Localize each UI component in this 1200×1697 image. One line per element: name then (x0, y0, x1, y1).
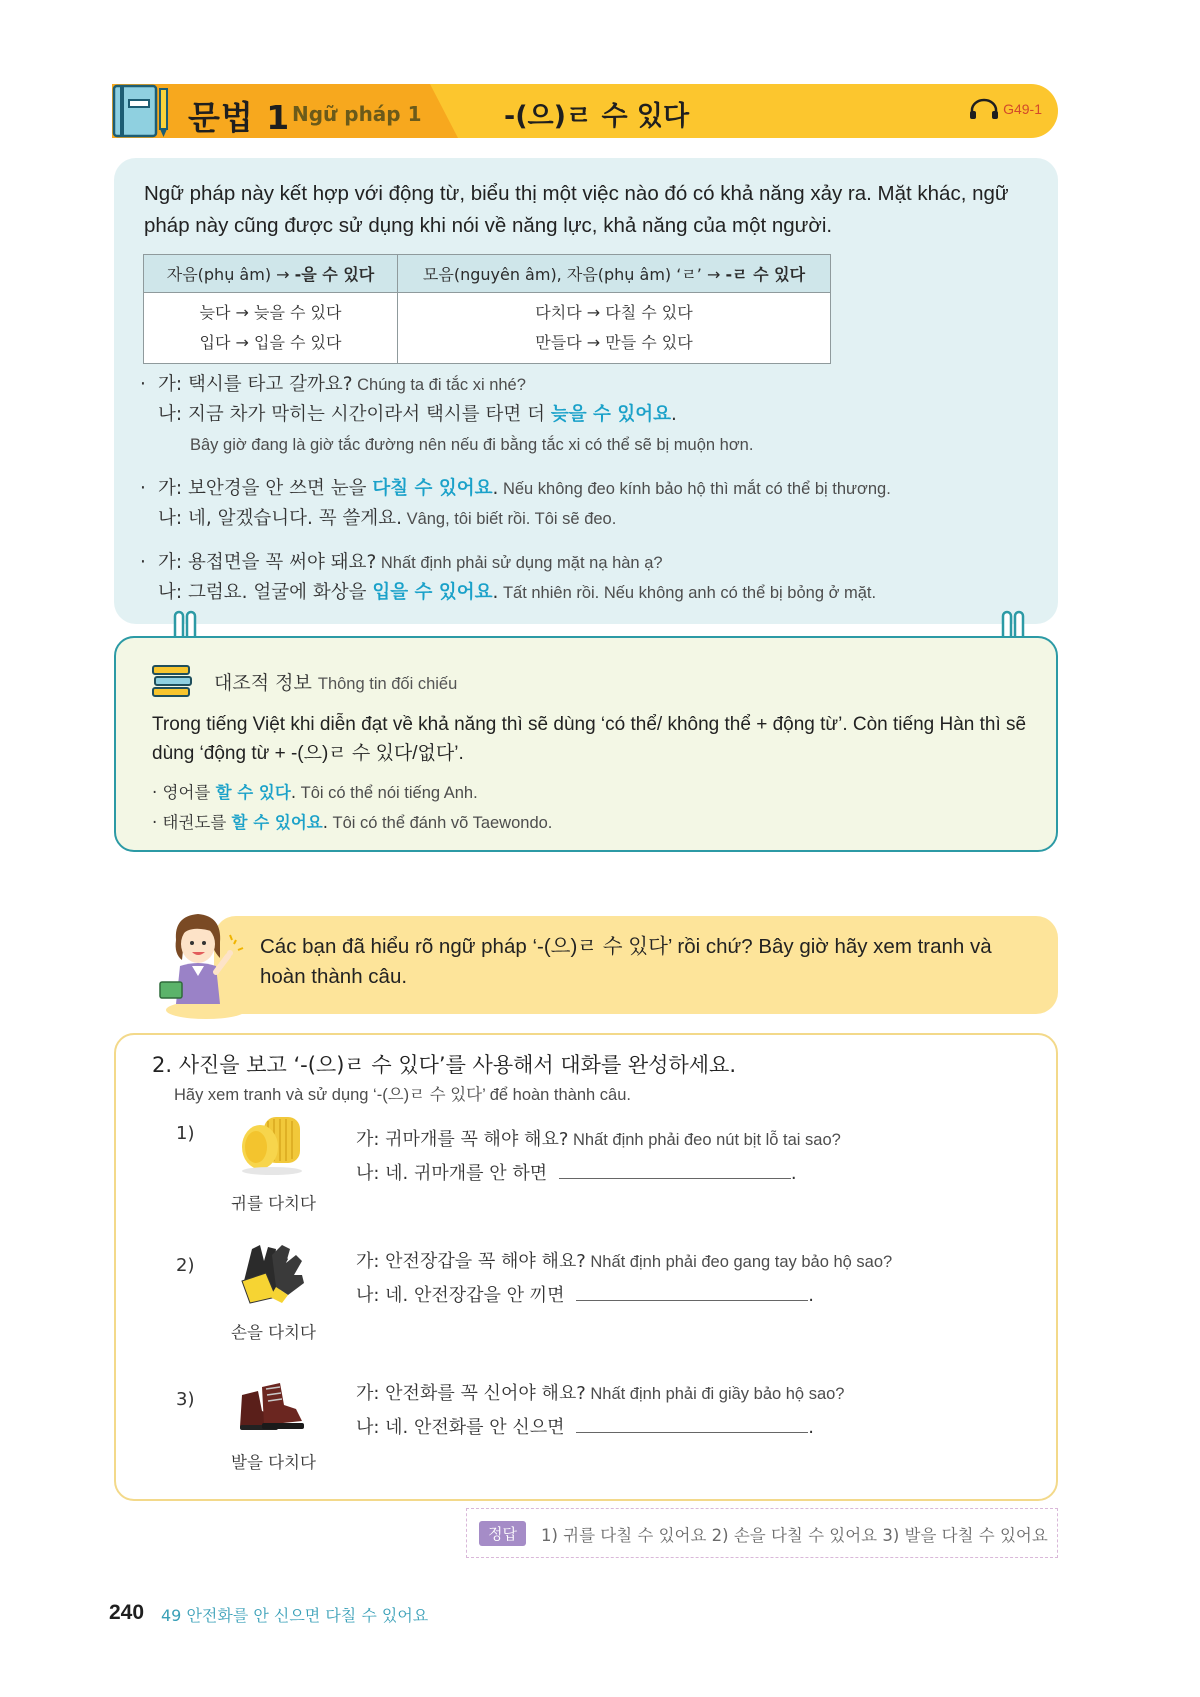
audio-code: G49-1 (1003, 101, 1042, 117)
grammar-banner (112, 84, 1058, 138)
table-example: 다치다 → 다칠 수 있다 (535, 303, 693, 322)
exercise-answer-line: 나: 네. 귀마개를 안 하면 . (356, 1163, 797, 1184)
chapter-title: 49 안전화를 안 신으면 다칠 수 있어요 (161, 1606, 429, 1625)
exercise-question: 가: 귀마개를 꼭 해야 해요? Nhất định phải đeo nút bịt lỗ tai sao? (356, 1129, 841, 1150)
exercise-item-caption: 귀를 다치다 (231, 1194, 316, 1213)
answer-blank[interactable] (559, 1161, 791, 1179)
table-example: 늦다 → 늦을 수 있다 (199, 303, 342, 322)
exercise-item-caption: 손을 다치다 (231, 1323, 316, 1342)
table-cell-consonant-examples (144, 293, 398, 364)
conjugation-table (143, 254, 831, 364)
speech-text: Các bạn đã hiểu rõ ngữ pháp ‘-(으)ㄹ 수 있다’ rồi chứ? Bây giờ hãy xem tranh và hoàn thành câu. (260, 935, 992, 988)
exercise-answer-line: 나: 네. 안전화를 안 신으면 . (356, 1417, 815, 1438)
page-number: 240 (109, 1601, 145, 1624)
headphones-icon (969, 98, 999, 120)
exercise-question: 가: 안전화를 꼭 신어야 해요? Nhất định phải đi giầy bảo hộ sao? (356, 1383, 845, 1404)
exercise-box (114, 1033, 1058, 1501)
example-dialogue-3: · 가: 용접면을 꼭 써야 돼요? Nhất định phải sử dụng mặt nạ hàn ạ? 나: 그럼요. 얼굴에 화상을 입을 수 있어요. Tất nhiên rồi. Nếu không anh có thể bị bỏng ở mặt. (140, 552, 877, 603)
exercise-item-number: 3) (176, 1389, 195, 1410)
example-dialogue-1: · 가: 택시를 타고 갈까요? Chúng ta đi tắc xi nhé? 나: 지금 차가 막히는 시간이라서 택시를 타면 더 늦을 수 있어요. Bây giờ đang là giờ tắc đường nên nếu đi bằng tắc xi có thể sẽ bị muộn hơn. (140, 370, 1040, 460)
answer-blank[interactable] (576, 1415, 808, 1433)
table-header-row (144, 255, 831, 293)
comparison-example: · 영어를 할 수 있다. Tôi có thể nói tiếng Anh. (152, 783, 478, 802)
boots-icon (232, 1375, 312, 1441)
section-subtitle: Ngữ pháp 1 (292, 102, 422, 126)
exercise-question: 가: 안전장갑을 꼭 해야 해요? Nhất định phải đeo gang tay bảo hộ sao? (356, 1251, 893, 1272)
exercise-title-translation: Hãy xem tranh và sử dụng ‘-(으)ㄹ 수 있다’ để hoàn thành câu. (174, 1086, 631, 1104)
earplugs-icon (232, 1111, 312, 1177)
answer-key (466, 1508, 1058, 1558)
example-dialogue-2: · 가: 보안경을 안 쓰면 눈을 다칠 수 있어요. Nếu không đeo kính bảo hộ thì mắt có thể bị thương. 나: 네, 알겠습니다. 꼭 쓸게요. Vâng, tôi biết rồi. Tôi sẽ đeo. (140, 478, 891, 529)
answer-blank[interactable] (576, 1283, 808, 1301)
table-header-vowel: 모음(nguyên âm), 자음(phụ âm) ‘ㄹ’ → -ㄹ 수 있다 (398, 255, 831, 293)
comparison-title: 대조적 정보 Thông tin đối chiếu (214, 672, 458, 694)
table-cell-vowel-examples (398, 293, 831, 364)
exercise-item-number: 1) (176, 1123, 195, 1144)
example-dialogues (140, 370, 1040, 622)
answer-tag: 정답 (479, 1521, 526, 1546)
comparison-examples (152, 778, 552, 838)
comparison-info-box (114, 636, 1058, 852)
book-pencil-icon (112, 83, 172, 139)
teacher-avatar-icon (154, 910, 246, 1020)
stacked-books-icon (152, 664, 192, 698)
audio-track[interactable] (969, 98, 1042, 120)
exercise-title: 2. 사진을 보고 ‘-(으)ㄹ 수 있다’를 사용해서 대화를 완성하세요. (152, 1053, 737, 1077)
answer-text: 1) 귀를 다칠 수 있어요 2) 손을 다칠 수 있어요 3) 발을 다칠 수 있어요 (541, 1526, 1048, 1545)
table-example: 입다 → 입을 수 있다 (199, 333, 342, 352)
example-translation: Bây giờ đang là giờ tắc đường nên nếu đi bằng tắc xi có thể sẽ bị muộn hơn. (190, 436, 754, 454)
exercise-item-number: 2) (176, 1255, 195, 1276)
table-row (144, 293, 831, 364)
comparison-text: Trong tiếng Việt khi diễn đạt về khả năng thì sẽ dùng ‘có thể/ không thể + động từ’. Còn tiếng Hàn thì sẽ dùng ‘động từ + -(으)ㄹ 수 있다/없다’. (152, 714, 1027, 764)
grammar-pattern: -(으)ㄹ 수 있다 (504, 101, 690, 132)
exercise-answer-line: 나: 네. 안전장갑을 안 끼면 . (356, 1285, 815, 1306)
intro-text: Ngữ pháp này kết hợp với động từ, biểu thị một việc nào đó có khả năng xảy ra. Mặt khác, ngữ pháp này cũng được sử dụng khi nói về năng lực, khả năng của một người. (144, 182, 1009, 237)
exercise-item-caption: 발을 다치다 (231, 1453, 316, 1472)
table-example: 만들다 → 만들 수 있다 (535, 333, 693, 352)
gloves-icon (232, 1241, 312, 1307)
section-title: 문법 1 (188, 98, 291, 137)
explanation-box (114, 158, 1058, 624)
comparison-example: · 태권도를 할 수 있어요. Tôi có thể đánh võ Taewondo. (152, 813, 553, 832)
table-header-consonant: 자음(phụ âm) → -을 수 있다 (144, 255, 398, 293)
teacher-speech-bubble (214, 916, 1058, 1014)
